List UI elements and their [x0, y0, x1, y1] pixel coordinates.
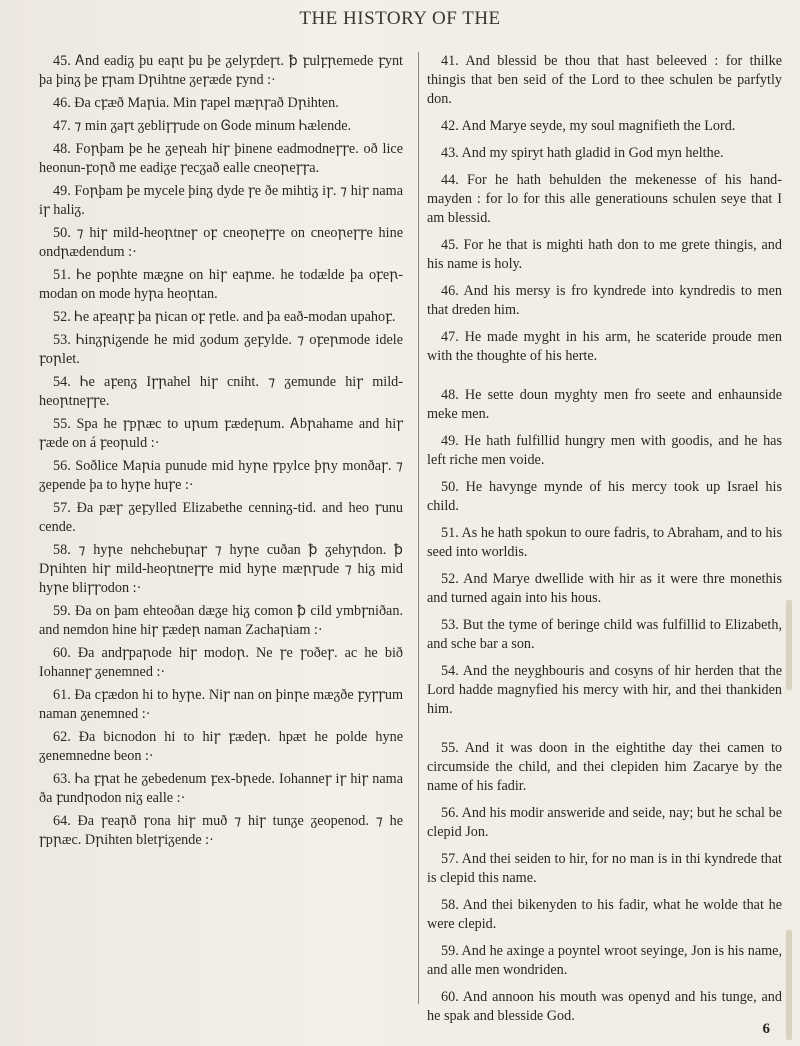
verse-oe-52: 52. Ꮒe aꝼeaꞃꝼ þa ꞃican oꝼ ꞅetle. and þa eað-modan upahoꝼ. — [53, 309, 396, 325]
middle-english-column — [418, 52, 782, 1024]
verse-oe-62: 62. Ða bicnodon hi to hiꞅ ꝼædeꞃ. hpæt he polde hyne ᵹenemnedne beon :· — [39, 729, 403, 764]
verse-oe-53: 53. Ꮒinᵹꞃiᵹende he mid ᵹodum ᵹeꝼylde. ⁊ oꝼeꞃmode idele ꝼoꞃlet. — [39, 332, 403, 367]
verse-oe-63: 63. Ꮒa ꝼꞃat he ᵹebedenum ꝼex-bꞃede. Iohanneꞅ iꞅ hiꞅ nama ða ꝼundꞃodon niᵹ ealle :· — [39, 771, 403, 806]
verse-me-51: 51. As he hath spokun to oure fadris, to Abraham, and to his seed into worldis. — [427, 525, 782, 560]
verse-me-54: 54. And the neyghbouris and cosyns of hir herden that the Lord hadde magnyfied his mercy with hir, and thei thankiden him. — [427, 663, 782, 717]
verse-oe-58: 58. ⁊ hyꞃe nehchebuꞃaꞅ ⁊ hyꞃe cuðan ꝥ ᵹehyꞃdon. ꝥ Dꞃihten hiꞅ mild-heoꞃtneꞅꞅe mid hyꞃe mæꞃꞅude ⁊ hiᵹ mid hyꞃe bliꞅꞅodon :· — [39, 542, 403, 596]
verse-oe-50: 50. ⁊ hiꞅ mild-heoꞃtneꞅ oꝼ cneoꞃeꞅꞅe on cneoꞃeꞅꞅe hine ondꞃædendum :· — [39, 225, 403, 260]
verse-me-57: 57. And thei seiden to hir, for no man is in thi kyndrede that is clepid this name. — [427, 851, 782, 886]
verse-me-56: 56. And his modir answeride and seide, nay; but he schal be clepid Jon. — [427, 805, 782, 840]
verse-me-48: 48. He sette doun myghty men fro seete and enhaunside meke men. — [427, 387, 782, 422]
page-number: 6 — [762, 1021, 770, 1037]
verse-oe-45: 45. Ꭺnd eadiᵹ þu eaꞃt þu þe ᵹelyꝼdeꞅt. ꝥ ꝼulꝼꞃemede ꝼynt þa þinᵹ þe ꝼꞃam Dꞃihtne ᵹeꞅæde ꝼynd :· — [39, 53, 403, 88]
verse-oe-48: 48. Foꞃþam þe he ᵹeꞃeah hiꞅ þinene eadmodneꞅꞅe. oð lice heonun-ꝼoꞃð me eadiᵹe ꞅecᵹað ealle cneoꞃeꞅꞅa. — [39, 141, 403, 176]
page-edge-tab — [786, 930, 792, 1040]
verse-oe-64: 64. Ða ꞅeaꞃð ꞅona hiꞅ muð ⁊ hiꞅ tunᵹe ᵹeopenod. ⁊ he ꞅpꞃæc. Dꞃihten bletꞅiᵹende :· — [39, 813, 403, 848]
verse-oe-49: 49. Foꞃþam þe mycele þinᵹ dyde ꞅe ðe mihtiᵹ iꞅ. ⁊ hiꞅ nama iꞅ haliᵹ. — [39, 183, 403, 218]
verse-oe-60: 60. Ða andꞅpaꞃode hiꞅ modoꞃ. Ne ꞅe ꞅoðeꞅ. ac he bið Iohanneꞅ ᵹenemned :· — [39, 645, 403, 680]
verse-me-44: 44. For he hath behulden the mekenesse of his hand-mayden : for lo for this alle generatiouns schulen seye that I am blessid. — [427, 172, 782, 226]
verse-oe-61: 61. Ða cꝼædon hi to hyꞃe. Niꞅ nan on þinꞃe mæᵹðe ꝼyꞅꞅum naman ᵹenemned :· — [39, 687, 403, 722]
verse-oe-55: 55. Spa he ꞅpꞃæc to uꞃum ꝼædeꞃum. Ꭺbꞃahame and hiꞅ ꞅæde on á ꝼeoꞃuld :· — [39, 416, 403, 451]
verse-me-47: 47. He made myght in his arm, he scateride proude men with the thoughte of his herte. — [427, 329, 782, 364]
verse-me-53: 53. But the tyme of beringe child was fulfillid to Elizabeth, and sche bar a son. — [427, 617, 782, 652]
verse-me-58: 58. And thei bikenyden to his fadir, what he wolde that he were clepid. — [427, 897, 782, 932]
verse-me-46: 46. And his mersy is fro kyndrede into kyndredis to men that dreden him. — [427, 283, 782, 318]
verse-oe-57: 57. Ða pæꞅ ᵹeꝼylled Elizabethe cenninᵹ-tid. and heo ꞅunu cende. — [39, 500, 403, 535]
verse-oe-46: 46. Ða cꝼæð Maꞃia. Min ꞅapel mæꞃꞅað Dꞃihten. — [53, 95, 339, 111]
verse-me-42: 42. And Marye seyde, my soul magnifieth the Lord. — [441, 118, 736, 134]
verse-me-55: 55. And it was doon in the eightithe day thei camen to circumside the child, and thei clepiden him Zacarye by the name of his fadir. — [427, 740, 782, 794]
verse-oe-47: 47. ⁊ min ᵹaꞅt ᵹebliꞅꞅude on Ꮆode minum Ꮒælende. — [53, 118, 352, 134]
running-header: THE HISTORY OF THE — [299, 8, 501, 29]
verse-me-41: 41. And blessid be thou that hast beleeved : for thilke thingis that ben seid of the Lord to thee schulen be parfytly don. — [427, 53, 782, 107]
verse-me-50: 50. He havynge mynde of his mercy took up Israel his child. — [427, 479, 782, 514]
verse-me-59: 59. And he axinge a poyntel wroot seyinge, Jon is his name, and alle men wondriden. — [427, 943, 782, 978]
paragraph-gap — [427, 374, 782, 386]
page-edge-tab — [786, 600, 792, 690]
verse-me-45: 45. For he that is mighti hath don to me grete thingis, and his name is holy. — [427, 237, 782, 272]
paragraph-gap — [427, 727, 782, 739]
verse-oe-56: 56. Soðlice Maꞃia punude mid hyꞃe ꞅpylce þꞃy monðaꞅ. ⁊ ᵹepende þa to hyꞃe huꞅe :· — [39, 458, 403, 493]
verse-me-60: 60. And annoon his mouth was openyd and his tunge, and he spak and blesside God. — [427, 989, 782, 1024]
verse-me-49: 49. He hath fulfillid hungry men with goodis, and he has left riche men voide. — [427, 433, 782, 468]
verse-oe-59: 59. Ða on þam ehteoðan dæᵹe hiᵹ comon ꝥ cild ymbꞅniðan. and nemdon hine hiꞅ ꝼædeꞃ naman Zachaꞃiam :· — [39, 603, 403, 638]
verse-me-52: 52. And Marye dwellide with hir as it were thre monethis and turned again into his hous. — [427, 571, 782, 606]
verse-me-43: 43. And my spiryt hath gladid in God myn helthe. — [441, 145, 724, 161]
verse-oe-51: 51. Ꮒe poꞃhte mæᵹne on hiꞅ eaꞃme. he todælde þa oꝼeꞃ-modan on mode hyꞃa heoꞃtan. — [39, 267, 403, 302]
verse-oe-54: 54. Ꮒe aꝼenᵹ Iꞅꞃahel hiꞅ cniht. ⁊ ᵹemunde hiꞅ mild-heoꞃtneꞅꞅe. — [39, 374, 403, 409]
old-english-column — [39, 52, 403, 854]
